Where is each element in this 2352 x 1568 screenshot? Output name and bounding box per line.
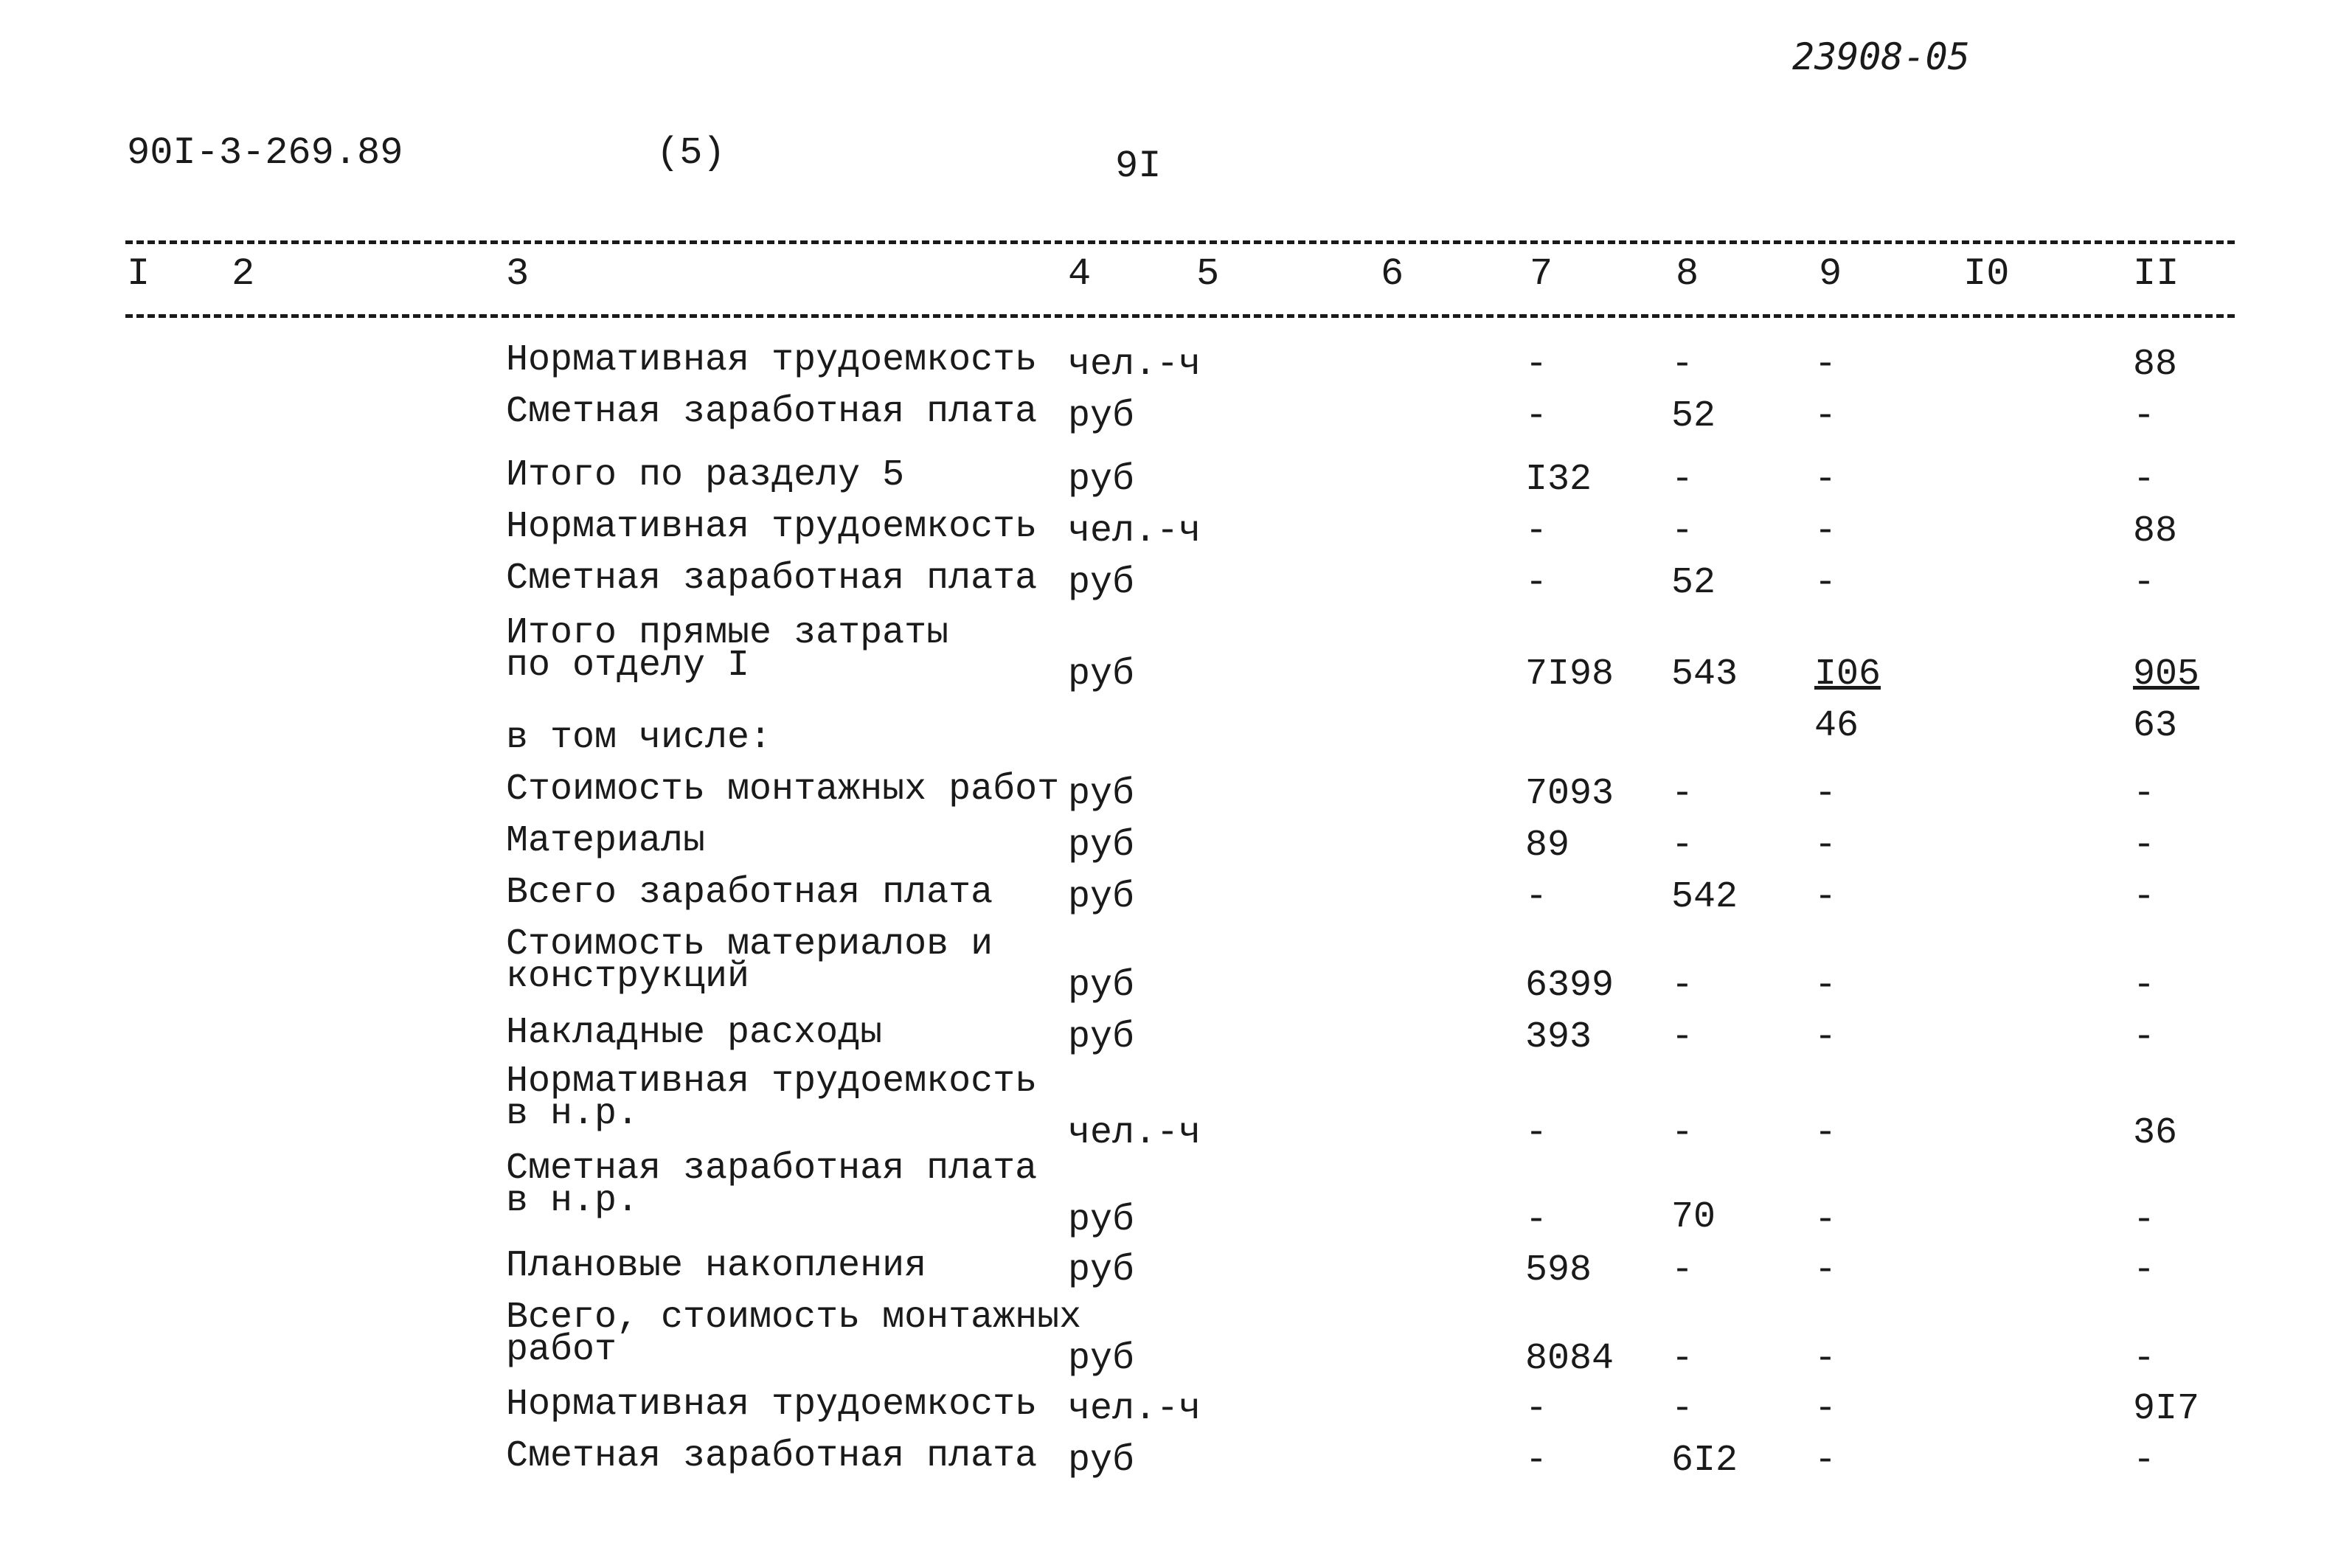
row-unit: руб	[1068, 1440, 1135, 1482]
row-unit: чел.-ч	[1068, 1112, 1201, 1154]
cell-col8: 52	[1671, 562, 1716, 604]
table-top-rule	[125, 240, 2235, 244]
page-number: 9I	[1115, 145, 1162, 188]
column-header-10: I0	[1963, 252, 2010, 296]
row-label: Всего заработная плата	[506, 872, 993, 914]
cell-col8: -	[1671, 510, 1694, 552]
cell-col11-numerator: 905	[2133, 653, 2200, 695]
row-label: Всего, стоимость монтажных	[506, 1297, 1082, 1339]
row-label: Нормативная трудоемкость	[506, 1384, 1038, 1426]
column-header-2: 2	[232, 252, 255, 296]
cell-col7: -	[1525, 562, 1548, 604]
cell-col11: -	[2133, 1199, 2156, 1241]
row-unit: чел.-ч	[1068, 1388, 1201, 1430]
cell-col11: -	[2133, 876, 2156, 918]
row-label-cont: работ	[506, 1329, 617, 1371]
archive-stamp: 23908-05	[1792, 35, 1970, 78]
cell-col9: -	[1814, 825, 1837, 867]
cell-col9-numerator: I06	[1814, 653, 1881, 695]
row-unit: руб	[1068, 459, 1135, 501]
row-label: Стоимость материалов и	[506, 923, 993, 965]
column-header-8: 8	[1676, 252, 1699, 296]
cell-col11: -	[2133, 562, 2156, 604]
column-header-1: I	[127, 252, 150, 296]
cell-col11: -	[2133, 1440, 2156, 1482]
cell-col9: -	[1814, 1388, 1837, 1430]
cell-col8: -	[1671, 773, 1694, 815]
cell-col9: -	[1814, 965, 1837, 1007]
cell-col9: -	[1814, 773, 1837, 815]
column-header-6: 6	[1381, 252, 1404, 296]
cell-col8: 6I2	[1671, 1440, 1738, 1482]
row-label: Итого прямые затраты	[506, 612, 949, 654]
cell-col7: -	[1525, 395, 1548, 437]
cell-col8: 52	[1671, 395, 1716, 437]
cell-col7: -	[1525, 1199, 1548, 1241]
row-label: Сметная заработная плата	[506, 1148, 1038, 1190]
cell-col8: 542	[1671, 876, 1738, 918]
cell-col7: 6399	[1525, 965, 1614, 1007]
cell-col9: -	[1814, 876, 1837, 918]
cell-col11: -	[2133, 395, 2156, 437]
cell-col8: -	[1671, 344, 1694, 386]
cell-col8: -	[1671, 1338, 1694, 1380]
row-unit: чел.-ч	[1068, 344, 1201, 386]
cell-col11: 88	[2133, 510, 2178, 552]
cell-col9: -	[1814, 344, 1837, 386]
cell-col9: -	[1814, 1249, 1837, 1291]
cell-col9: -	[1814, 1338, 1837, 1380]
column-header-3: 3	[506, 252, 530, 296]
row-label: Стоимость монтажных работ	[506, 769, 1060, 811]
column-header-9: 9	[1819, 252, 1842, 296]
row-label: Сметная заработная плата	[506, 558, 1038, 600]
section-number: (5)	[656, 131, 726, 175]
row-unit: руб	[1068, 965, 1135, 1007]
cell-col9-denominator: 46	[1814, 705, 1859, 747]
cell-col9: -	[1814, 1199, 1837, 1241]
cell-col7: 7I98	[1525, 653, 1614, 695]
cell-col11: -	[2133, 825, 2156, 867]
cell-col8: -	[1671, 459, 1694, 501]
row-label: Итого по разделу 5	[506, 454, 905, 496]
row-label-cont: по отделу I	[506, 645, 750, 687]
row-label: Накладные расходы	[506, 1012, 883, 1054]
cell-col8: 543	[1671, 653, 1738, 695]
cell-col7: 7093	[1525, 773, 1614, 815]
row-unit: чел.-ч	[1068, 510, 1201, 552]
cell-col7: -	[1525, 1388, 1548, 1430]
column-header-5: 5	[1196, 252, 1220, 296]
cell-col11: 9I7	[2133, 1388, 2200, 1430]
cell-col11: 36	[2133, 1112, 2178, 1154]
cell-col7: 8084	[1525, 1338, 1614, 1380]
cell-col7: -	[1525, 1112, 1548, 1154]
row-label: в том числе:	[506, 717, 772, 759]
cell-col11: -	[2133, 1338, 2156, 1380]
cell-col9: -	[1814, 1016, 1837, 1058]
cell-col8: -	[1671, 825, 1694, 867]
cell-col9: -	[1814, 510, 1837, 552]
cell-col11: -	[2133, 965, 2156, 1007]
row-unit: руб	[1068, 1199, 1135, 1241]
row-unit: руб	[1068, 395, 1135, 437]
row-label: Сметная заработная плата	[506, 1435, 1038, 1477]
row-label-cont: в н.р.	[506, 1180, 639, 1222]
row-unit: руб	[1068, 1016, 1135, 1058]
row-label: Плановые накопления	[506, 1245, 927, 1287]
row-unit: руб	[1068, 825, 1135, 867]
cell-col9: -	[1814, 1112, 1837, 1154]
cell-col9: -	[1814, 459, 1837, 501]
cell-col8: 70	[1671, 1196, 1716, 1238]
table-header-rule	[125, 314, 2235, 318]
column-header-11: II	[2133, 252, 2179, 296]
cell-col9: -	[1814, 562, 1837, 604]
cell-col7: I32	[1525, 459, 1592, 501]
cell-col11: -	[2133, 1249, 2156, 1291]
row-unit: руб	[1068, 1338, 1135, 1380]
row-unit: руб	[1068, 773, 1135, 815]
cell-col7: -	[1525, 1440, 1548, 1482]
row-label-cont: конструкций	[506, 956, 750, 998]
cell-col9: -	[1814, 1440, 1837, 1482]
cell-col7: 393	[1525, 1016, 1592, 1058]
column-header-7: 7	[1530, 252, 1553, 296]
row-unit: руб	[1068, 562, 1135, 604]
cell-col7: -	[1525, 344, 1548, 386]
row-unit: руб	[1068, 653, 1135, 695]
cell-col7: 598	[1525, 1249, 1592, 1291]
column-header-4: 4	[1068, 252, 1092, 296]
cell-col7: -	[1525, 510, 1548, 552]
row-label: Сметная заработная плата	[506, 391, 1038, 433]
cell-col11: 88	[2133, 344, 2178, 386]
row-label-cont: в н.р.	[506, 1093, 639, 1135]
row-label: Нормативная трудоемкость	[506, 506, 1038, 548]
cell-col9: -	[1814, 395, 1837, 437]
cell-col7: 89	[1525, 825, 1570, 867]
row-unit: руб	[1068, 876, 1135, 918]
cell-col11: -	[2133, 773, 2156, 815]
cell-col8: -	[1671, 1112, 1694, 1154]
row-unit: руб	[1068, 1249, 1135, 1291]
cell-col11-denominator: 63	[2133, 705, 2178, 747]
cell-col11: -	[2133, 1016, 2156, 1058]
row-label: Нормативная трудоемкость	[506, 1061, 1038, 1103]
cell-col8: -	[1671, 1016, 1694, 1058]
cell-col8: -	[1671, 1249, 1694, 1291]
cell-col8: -	[1671, 1388, 1694, 1430]
row-label: Материалы	[506, 820, 706, 862]
document-code: 90I-3-269.89	[127, 131, 403, 175]
row-label: Нормативная трудоемкость	[506, 339, 1038, 381]
cell-col11: -	[2133, 459, 2156, 501]
cell-col8: -	[1671, 965, 1694, 1007]
cell-col7: -	[1525, 876, 1548, 918]
